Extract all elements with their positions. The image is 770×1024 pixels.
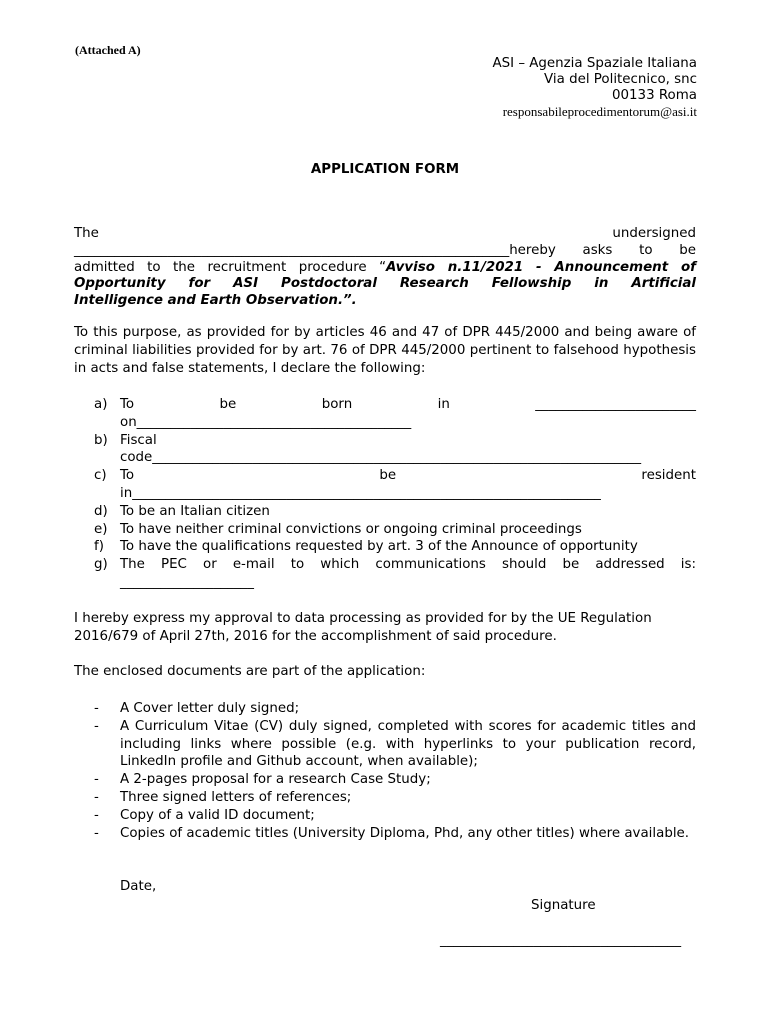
intro-line-1 bbox=[74, 226, 696, 243]
document-item bbox=[74, 771, 696, 789]
declaration-text: The PEC or e-mail to which communications should be addressed is: bbox=[120, 557, 696, 573]
item-label: c) bbox=[94, 468, 107, 484]
declaration-item bbox=[74, 556, 696, 592]
announcement-title-part-1: Avviso n.11/2021 - Announcement of bbox=[386, 259, 696, 275]
item-label: e) bbox=[94, 521, 108, 537]
document-text: Three signed letters of references; bbox=[120, 789, 352, 805]
intro-text: admitted to the recruitment procedure “ bbox=[74, 259, 387, 275]
declaration-text: To be resident bbox=[120, 468, 696, 484]
city-address: 00133 Roma bbox=[612, 88, 697, 103]
declaration-blank: in______________________________________________________________________ bbox=[120, 485, 601, 501]
document-text: A Curriculum Vitae (CV) duly signed, completed with scores for academic titles and including links where possible (e.g. with hyperlinks to your publication record, LinkedIn profile and Github account, when available); bbox=[120, 718, 696, 770]
declaration-list bbox=[74, 396, 696, 592]
data-approval-paragraph: I hereby express my approval to data processing as provided for by the UE Regulation 2016/679 of April 27th, 2016 for the accomplishment of said procedure. bbox=[74, 611, 652, 644]
document-item bbox=[74, 825, 696, 843]
declaration-item bbox=[74, 538, 696, 556]
date-label: Date, bbox=[120, 879, 157, 894]
intro-line-3 bbox=[74, 260, 696, 277]
document-text: A 2-pages proposal for a research Case Study; bbox=[120, 772, 431, 788]
declaration-item bbox=[74, 467, 696, 503]
signature-line: ____________________________________ bbox=[440, 933, 682, 948]
declaration-text: To be an Italian citizen bbox=[120, 503, 270, 519]
signature-label: Signature bbox=[531, 898, 596, 913]
declaration-blank: ____________________ bbox=[120, 574, 254, 590]
street-address: Via del Politecnico, snc bbox=[544, 72, 697, 87]
bullet-dash: - bbox=[94, 718, 99, 734]
item-label: a) bbox=[94, 397, 108, 412]
bullet-dash: - bbox=[94, 825, 99, 841]
declaration-item bbox=[74, 432, 696, 468]
attachment-label: (Attached A) bbox=[75, 43, 141, 57]
announcement-title-part-2: Opportunity for ASI Postdoctoral Research Fellowship in Artificial bbox=[74, 276, 696, 292]
intro-word-the: The bbox=[74, 226, 99, 241]
form-title: APPLICATION FORM bbox=[310, 162, 460, 177]
bullet-dash: - bbox=[94, 772, 99, 788]
declaration-item bbox=[74, 396, 696, 432]
document-text: A Cover letter duly signed; bbox=[120, 701, 300, 716]
intro-paragraph bbox=[74, 226, 696, 310]
contact-email: responsabileprocedimentorum@asi.it bbox=[502, 104, 697, 119]
bullet-dash: - bbox=[94, 807, 99, 823]
documents-list bbox=[74, 700, 696, 842]
intro-line-2: _________________________________________________________________hereby asks to be bbox=[74, 242, 696, 258]
item-label: b) bbox=[94, 432, 108, 448]
purpose-paragraph: To this purpose, as provided for by articles 46 and 47 of DPR 445/2000 and being aware of criminal liabilities provided for by art. 76 of DPR 445/2000 pertinent to falsehood hypothesis in acts and false statements, I declare the following: bbox=[74, 325, 696, 376]
declaration-blank: code_________________________________________________________________________ bbox=[120, 450, 642, 466]
document-text: Copies of academic titles (University Diploma, Phd, any other titles) where available. bbox=[120, 825, 690, 841]
bullet-dash: - bbox=[94, 789, 99, 805]
document-item bbox=[74, 718, 696, 771]
declaration-blank: on_________________________________________ bbox=[120, 414, 412, 430]
document-item bbox=[74, 700, 696, 718]
enclosed-intro: The enclosed documents are part of the application: bbox=[74, 664, 426, 679]
announcement-title-part-3: Intelligence and Earth Observation.”. bbox=[74, 293, 357, 309]
declaration-text: To be born in ________________________ bbox=[120, 397, 696, 412]
item-label: d) bbox=[94, 503, 108, 519]
org-name: ASI – Agenzia Spaziale Italiana bbox=[492, 56, 697, 71]
declaration-text: To have the qualifications requested by art. 3 of the Announce of opportunity bbox=[120, 539, 638, 555]
bullet-dash: - bbox=[94, 701, 99, 716]
declaration-text: To have neither criminal convictions or ongoing criminal proceedings bbox=[120, 521, 582, 537]
intro-word-undersigned: undersigned bbox=[612, 226, 696, 241]
declaration-item bbox=[74, 503, 696, 521]
declaration-item bbox=[74, 521, 696, 539]
document-text: Copy of a valid ID document; bbox=[120, 807, 315, 823]
declaration-text: Fiscal bbox=[120, 432, 157, 448]
document-item bbox=[74, 789, 696, 807]
recipient-address bbox=[492, 56, 697, 120]
document-item bbox=[74, 807, 696, 825]
item-label: f) bbox=[94, 539, 104, 555]
item-label: g) bbox=[94, 557, 108, 573]
